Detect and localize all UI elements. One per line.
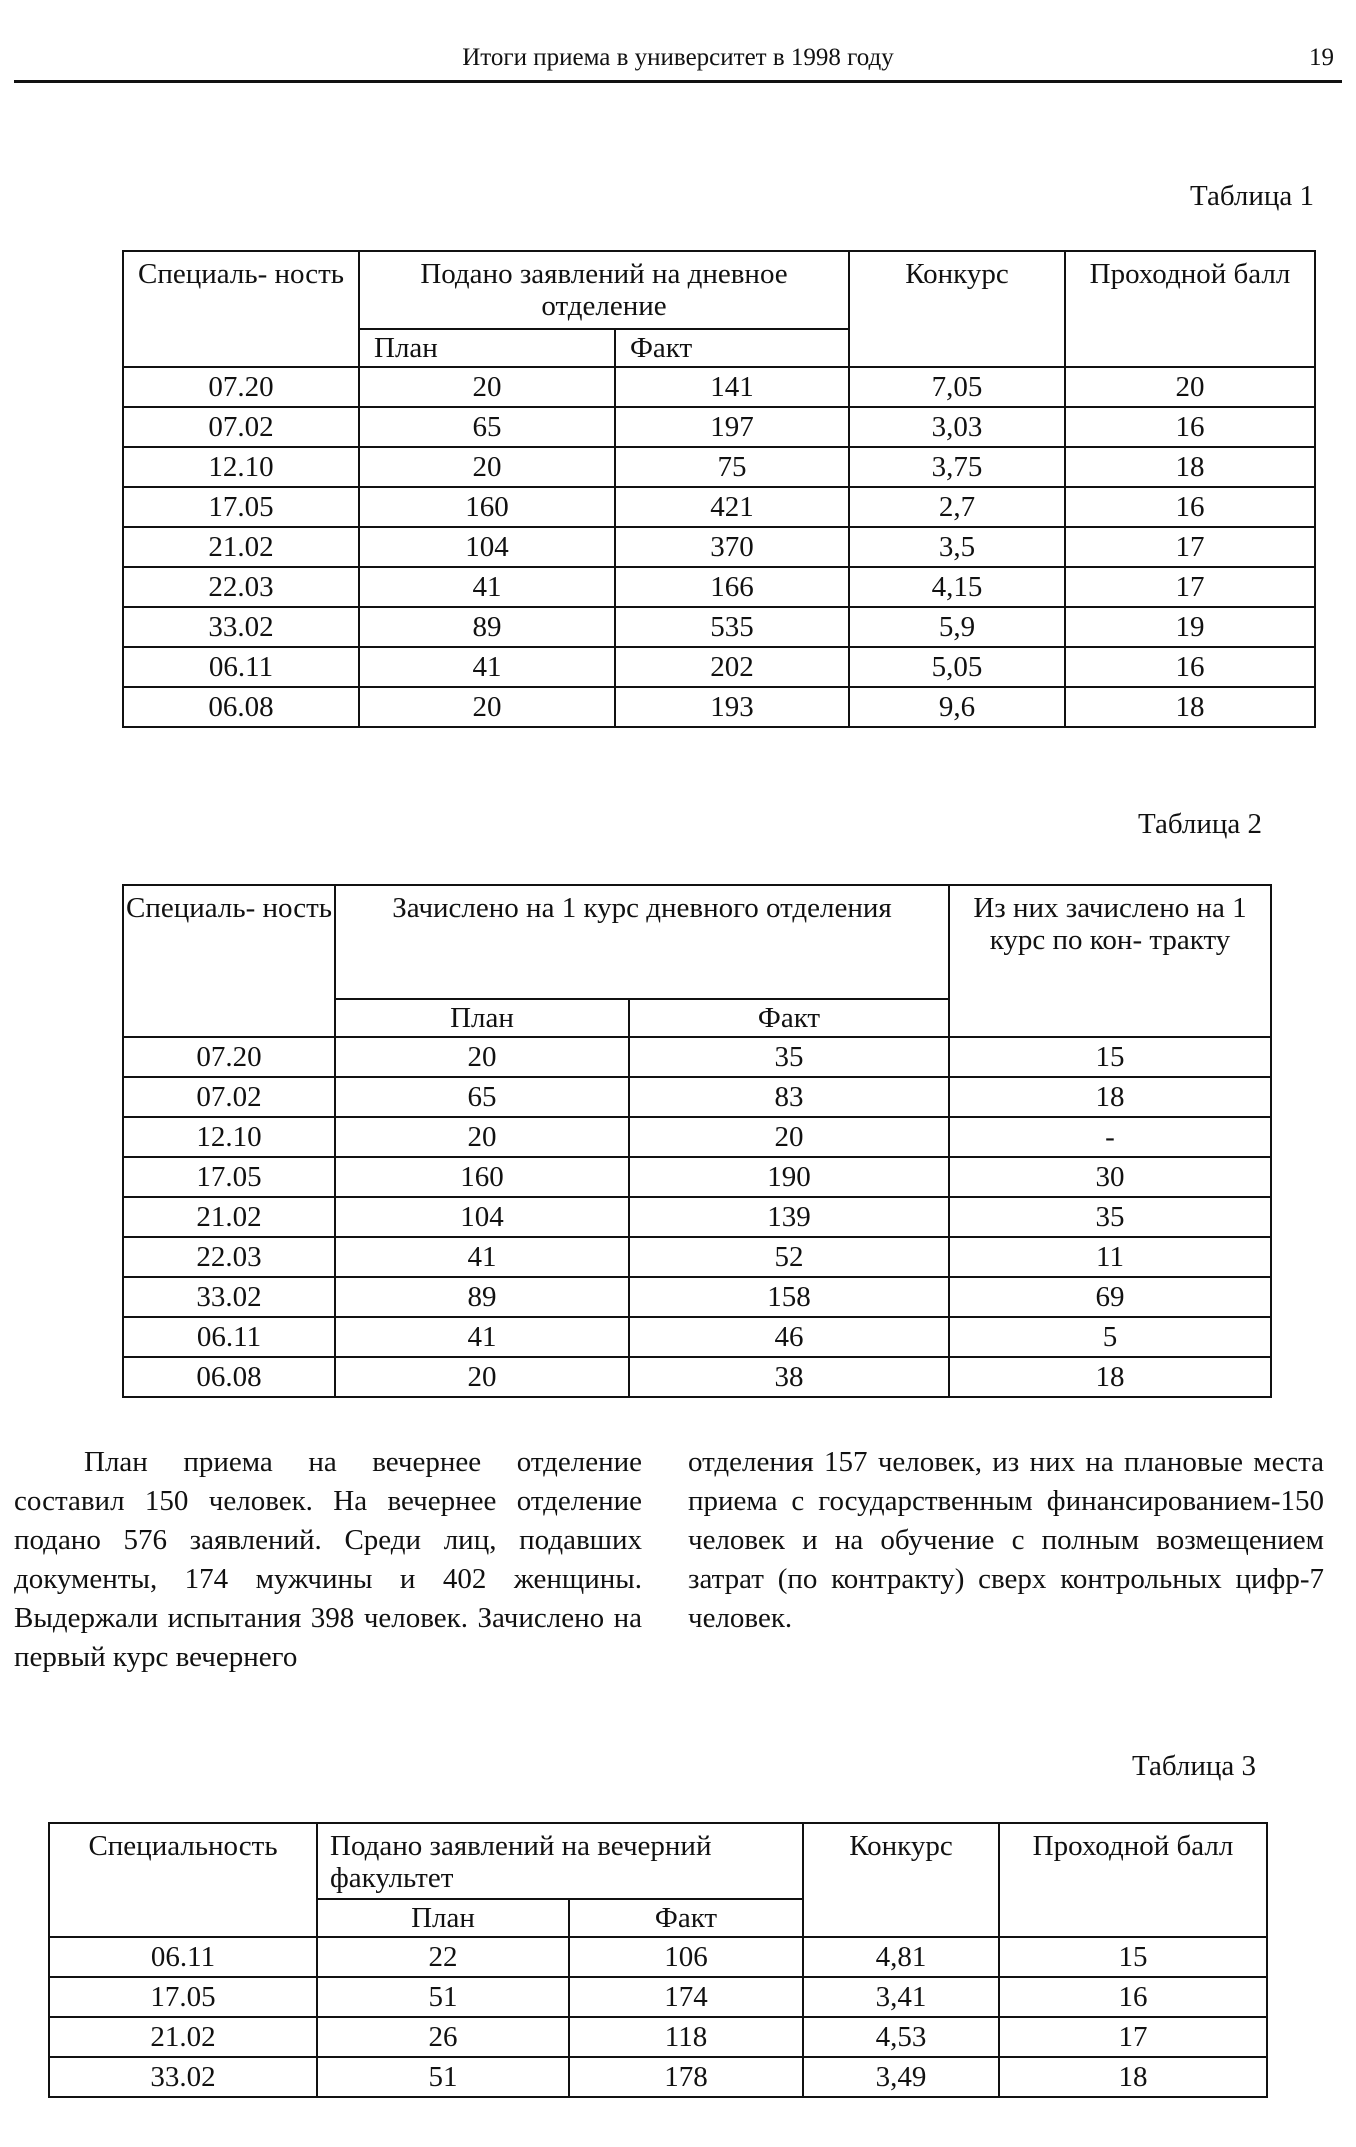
page-number: 19 [1309,44,1334,71]
table2 [122,884,1272,1398]
table2-cell: 30 [949,1157,1271,1197]
table2-cell: 158 [629,1277,949,1317]
table3-cell: 51 [317,1977,569,2017]
table2-cell: - [949,1117,1271,1157]
table3-cell: 15 [999,1937,1267,1977]
table1-cell: 07.20 [123,367,359,407]
table1-cell: 20 [1065,367,1315,407]
body-text-left: План приема на вечернее отделение составил 150 человек. На вечернее отделение подано 576 заявлений. Среди лиц, подавших документы, 174 мужчины и 402 женщины. Выдержали испытания 398 человек. Зачислено на первый курс вечернего [14,1446,642,1673]
table3-row [49,1937,1267,1977]
table1-cell: 22.03 [123,567,359,607]
table2-caption: Таблица 2 [1137,808,1262,840]
table1-header-fact: Факт [615,329,849,367]
table3-header-specialty: Специальность [49,1823,317,1937]
body-text-left-column [14,1443,642,1677]
table1-cell: 197 [615,407,849,447]
table3-cell: 06.11 [49,1937,317,1977]
table1-row [123,647,1315,687]
table2-cell: 46 [629,1317,949,1357]
table1-row [123,487,1315,527]
body-text-right: отделения 157 человек, из них на плановые места приема с государственным финансированием-150 человек и на обучение с полным возмещением затрат (по контракту) сверх контрольных цифр-7 человек. [688,1446,1324,1634]
table1-cell: 17 [1065,527,1315,567]
table1-cell: 17 [1065,567,1315,607]
table2-cell: 104 [335,1197,629,1237]
table3-row [49,2017,1267,2057]
running-head [14,40,1342,83]
table1-cell: 3,5 [849,527,1065,567]
table3-cell: 3,41 [803,1977,999,2017]
table2-cell: 160 [335,1157,629,1197]
table2-cell: 06.08 [123,1357,335,1397]
table2-header-plan: План [335,999,629,1037]
table1-cell: 75 [615,447,849,487]
table1-header-competition: Конкурс [849,251,1065,367]
table2-cell: 07.02 [123,1077,335,1117]
table1-cell: 2,7 [849,487,1065,527]
table1-header-plan: План [359,329,615,367]
table2-row [123,1077,1271,1117]
table1-cell: 06.11 [123,647,359,687]
table1-cell: 65 [359,407,615,447]
table2-row [123,1357,1271,1397]
table1-cell: 07.02 [123,407,359,447]
table3-cell: 26 [317,2017,569,2057]
table2-cell: 33.02 [123,1277,335,1317]
table2-row [123,1197,1271,1237]
table2-cell: 83 [629,1077,949,1117]
table2-cell: 35 [949,1197,1271,1237]
table2-cell: 5 [949,1317,1271,1357]
table1-cell: 89 [359,607,615,647]
table2-cell: 20 [335,1117,629,1157]
table3-cell: 21.02 [49,2017,317,2057]
body-text-right-column [688,1443,1324,1638]
table3-cell: 33.02 [49,2057,317,2097]
table3-cell: 4,53 [803,2017,999,2057]
table1-cell: 5,05 [849,647,1065,687]
table1-cell: 16 [1065,487,1315,527]
table3-cell: 4,81 [803,1937,999,1977]
table3-cell: 118 [569,2017,803,2057]
table2-cell: 20 [629,1117,949,1157]
table1-cell: 160 [359,487,615,527]
table1-cell: 421 [615,487,849,527]
table1-cell: 166 [615,567,849,607]
table3-header-plan: План [317,1899,569,1937]
table2-cell: 12.10 [123,1117,335,1157]
table3-row [49,2057,1267,2097]
table3-cell: 17 [999,2017,1267,2057]
table3-cell: 174 [569,1977,803,2017]
table1-header-specialty: Специаль- ность [123,251,359,367]
table2-cell: 139 [629,1197,949,1237]
table1-cell: 33.02 [123,607,359,647]
table1-row [123,567,1315,607]
table3-header-competition: Конкурс [803,1823,999,1937]
table3-cell: 17.05 [49,1977,317,2017]
table1-cell: 21.02 [123,527,359,567]
table3-cell: 16 [999,1977,1267,2017]
table1-cell: 17.05 [123,487,359,527]
table1-cell: 104 [359,527,615,567]
table1-row [123,527,1315,567]
table1-row [123,607,1315,647]
table2-cell: 89 [335,1277,629,1317]
table3-header-fact: Факт [569,1899,803,1937]
table1-header-passing-score: Проходной балл [1065,251,1315,367]
table1-cell: 370 [615,527,849,567]
table1-caption: Таблица 1 [1189,180,1314,212]
table3-cell: 22 [317,1937,569,1977]
table3-header-passing-score: Проходной балл [999,1823,1267,1937]
table2-row [123,1117,1271,1157]
table2-cell: 06.11 [123,1317,335,1357]
table1-cell: 16 [1065,407,1315,447]
table1-header-applications: Подано заявлений на дневное отделение [359,251,849,329]
table1-cell: 3,03 [849,407,1065,447]
table2-cell: 52 [629,1237,949,1277]
table2-cell: 69 [949,1277,1271,1317]
table1-cell: 20 [359,447,615,487]
table1-cell: 06.08 [123,687,359,727]
table2-cell: 17.05 [123,1157,335,1197]
table3 [48,1822,1268,2098]
table2-header-fact: Факт [629,999,949,1037]
table1-cell: 141 [615,367,849,407]
table2-cell: 21.02 [123,1197,335,1237]
table2-cell: 18 [949,1357,1271,1397]
table2-row [123,1277,1271,1317]
table1-row [123,367,1315,407]
table2-cell: 41 [335,1237,629,1277]
table1-cell: 12.10 [123,447,359,487]
table1-cell: 20 [359,687,615,727]
table3-caption: Таблица 3 [1131,1750,1256,1782]
table1-cell: 3,75 [849,447,1065,487]
table2-cell: 38 [629,1357,949,1397]
table1-cell: 41 [359,647,615,687]
table1-cell: 193 [615,687,849,727]
table3-cell: 106 [569,1937,803,1977]
table2-row [123,1317,1271,1357]
table3-row [49,1977,1267,2017]
table1-cell: 4,15 [849,567,1065,607]
table2-cell: 35 [629,1037,949,1077]
table1-cell: 9,6 [849,687,1065,727]
table1-cell: 16 [1065,647,1315,687]
table1-cell: 18 [1065,687,1315,727]
table3-header-applications: Подано заявлений на вечерний факультет [317,1823,803,1899]
table2-cell: 07.20 [123,1037,335,1077]
table1-cell: 41 [359,567,615,607]
table1-row [123,407,1315,447]
table1-cell: 19 [1065,607,1315,647]
table1-cell: 18 [1065,447,1315,487]
table2-header-enrolled: Зачислено на 1 курс дневного отделения [335,885,949,999]
table1-row [123,687,1315,727]
table2-header-specialty: Специаль- ность [123,885,335,1037]
table2-header-contract: Из них зачислено на 1 курс по кон- тракту [949,885,1271,1037]
table1-cell: 20 [359,367,615,407]
table2-cell: 18 [949,1077,1271,1117]
table1 [122,250,1316,728]
table1-row [123,447,1315,487]
table1-cell: 5,9 [849,607,1065,647]
table3-cell: 18 [999,2057,1267,2097]
table3-cell: 3,49 [803,2057,999,2097]
table1-cell: 7,05 [849,367,1065,407]
table2-cell: 65 [335,1077,629,1117]
table2-row [123,1237,1271,1277]
table2-cell: 20 [335,1357,629,1397]
table2-row [123,1037,1271,1077]
table2-cell: 20 [335,1037,629,1077]
table1-cell: 202 [615,647,849,687]
table2-cell: 190 [629,1157,949,1197]
table2-cell: 41 [335,1317,629,1357]
table2-cell: 15 [949,1037,1271,1077]
running-title: Итоги приема в университет в 1998 году [462,44,894,71]
table3-cell: 178 [569,2057,803,2097]
table3-cell: 51 [317,2057,569,2097]
table2-row [123,1157,1271,1197]
table1-cell: 535 [615,607,849,647]
table2-cell: 22.03 [123,1237,335,1277]
table2-cell: 11 [949,1237,1271,1277]
